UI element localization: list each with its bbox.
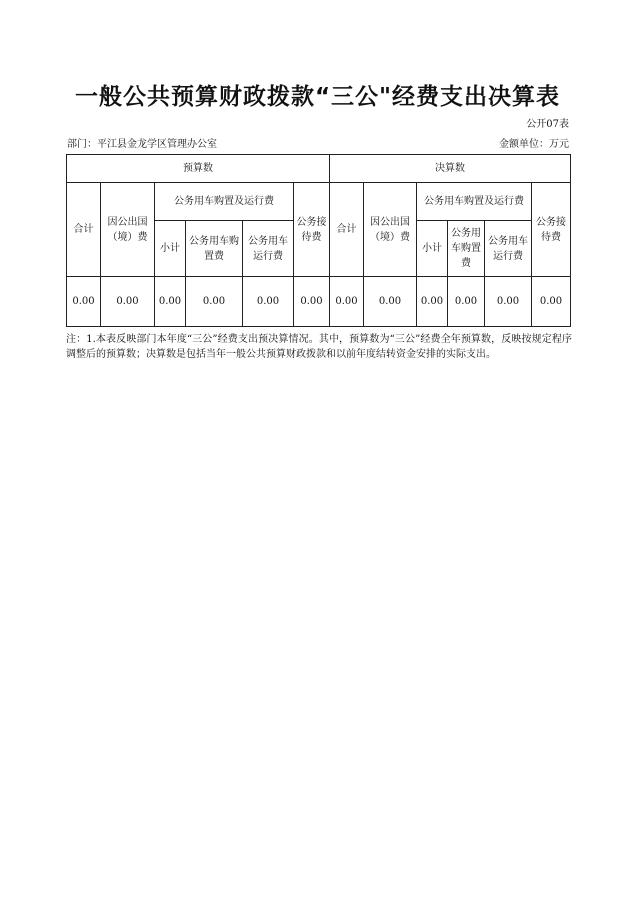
final-reception-header: 公务接待费 [532, 183, 571, 277]
budget-header: 预算数 [67, 155, 330, 183]
budget-abroad-header: 因公出国（境）费 [101, 183, 155, 277]
budget-purchase-value: 0.00 [186, 277, 243, 327]
table-row [67, 277, 571, 327]
table-note: 注：1.本表反映部门本年度“三公”经费支出预决算情况。其中，预算数为“三公”经费全年预算数，反映按规定程序调整后的预算数；决算数是包括当年一般公共预算财政拨款和以前年度结转资金安排的实际支出。 [66, 334, 572, 360]
final-purchase-value: 0.00 [448, 277, 485, 327]
budget-operation-header: 公务用车运行费 [243, 221, 294, 277]
budget-operation-value: 0.00 [243, 277, 294, 327]
final-subtotal-header: 小计 [417, 221, 448, 277]
budget-vehicle-header: 公务用车购置及运行费 [155, 183, 294, 221]
budget-subtotal-value: 0.00 [155, 277, 186, 327]
page-title: 一般公共预算财政拨款“三公"经费支出决算表 [74, 84, 561, 110]
budget-reception-value: 0.00 [294, 277, 330, 327]
budget-reception-header: 公务接待费 [294, 183, 330, 277]
final-total-header: 合计 [330, 183, 364, 277]
budget-total-header: 合计 [67, 183, 101, 277]
amount-unit-label: 金额单位：万元 [499, 139, 569, 150]
final-reception-value: 0.00 [532, 277, 571, 327]
final-subtotal-value: 0.00 [417, 277, 448, 327]
final-operation-value: 0.00 [485, 277, 532, 327]
form-number: 公开07表 [526, 119, 569, 130]
three-public-expenses-table [66, 154, 571, 327]
final-vehicle-header: 公务用车购置及运行费 [417, 183, 532, 221]
final-purchase-header: 公务用车购置费 [448, 221, 485, 277]
budget-abroad-value: 0.00 [101, 277, 155, 327]
budget-purchase-header: 公务用车购置费 [186, 221, 243, 277]
final-operation-header: 公务用车运行费 [485, 221, 532, 277]
final-header: 决算数 [330, 155, 571, 183]
department-label: 部门：平江县金龙学区管理办公室 [67, 139, 217, 150]
final-abroad-value: 0.00 [364, 277, 417, 327]
budget-total-value: 0.00 [67, 277, 101, 327]
final-abroad-header: 因公出国（境）费 [364, 183, 417, 277]
final-total-value: 0.00 [330, 277, 364, 327]
budget-subtotal-header: 小计 [155, 221, 186, 277]
